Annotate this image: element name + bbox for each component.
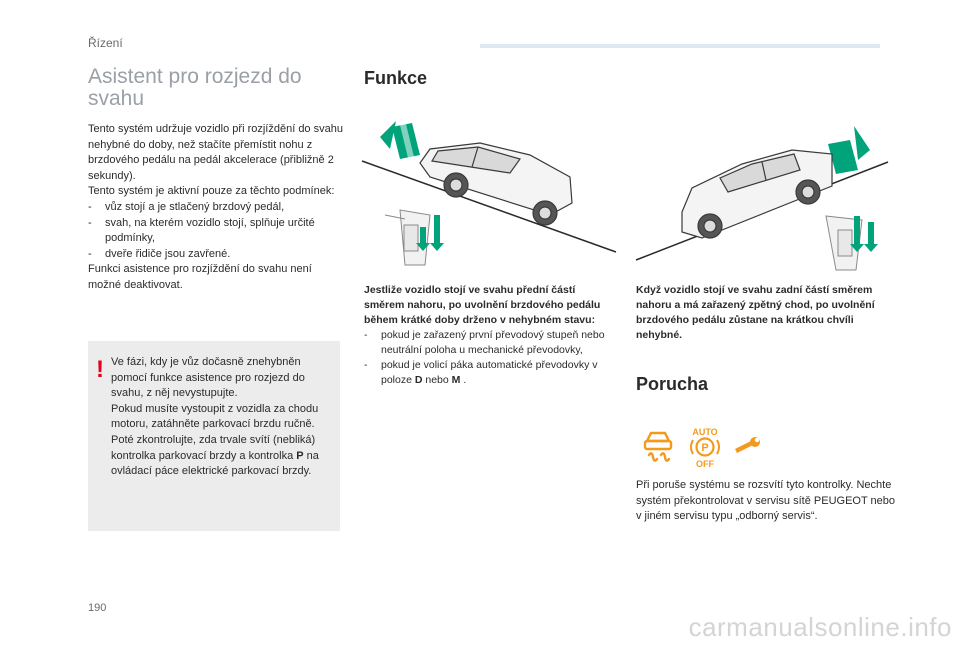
warning-text	[111, 355, 339, 480]
warning-paragraph: Ve fázi, kdy je vůz dočasně znehybněn pomocí funkce asistence pro rozjezd do svahu, z něj nevystupujte.	[111, 356, 305, 400]
caption-list	[364, 328, 614, 388]
page-number: 190	[88, 602, 107, 614]
uphill-front-illustration	[360, 115, 620, 280]
caption-front-uphill	[364, 283, 614, 388]
car-icon	[420, 143, 572, 225]
list-item: - svah, na kterém vozidlo stojí, splňuje určité podmínky,	[88, 216, 343, 247]
fault-text	[636, 478, 896, 525]
svg-text:AUTO: AUTO	[692, 427, 718, 437]
slope-arrow-icon	[828, 126, 870, 174]
caption-rear-uphill	[636, 283, 896, 343]
intro-paragraph: Funkci asistence pro rozjíždění do svahu není možné deaktivovat.	[88, 263, 312, 291]
caption-heading: Když vozidlo stojí ve svahu zadní částí směrem nahoru a má zařazený zpětný chod, po uvolnění brzdového pedálu zůstane na krátkou chvíli nehybné.	[636, 284, 875, 341]
list-item: - dveře řidiče jsou zavřené.	[88, 247, 343, 263]
list-item: - vůz stojí a je stlačený brzdový pedál,	[88, 200, 343, 216]
conditions-list	[88, 200, 343, 262]
warning-paragraph: Pokud musíte vystoupit z vozidla za chodu motoru, zatáhněte parkovací brzdu ručně. Poté zkontrolujte, zda trvale svítí (nebliká) kontrolka parkovací brzdy a kontrolka P na ovládací páce elektrické parkovací brzdy.	[111, 402, 319, 478]
page-title: Asistent pro rozjezd do svahu	[88, 65, 302, 110]
list-item: - pokud je volicí páka automatické převodovky v poloze D nebo M .	[364, 358, 614, 388]
watermark: carmanualsonline.info	[688, 612, 952, 642]
header-bar	[480, 44, 880, 48]
warning-lamps	[643, 425, 763, 469]
section-label: Řízení	[88, 36, 123, 50]
svg-text:P: P	[701, 442, 709, 454]
svg-text:OFF: OFF	[696, 459, 714, 469]
uphill-rear-illustration	[632, 120, 892, 280]
intro-paragraph: Tento systém udržuje vozidlo při rozjíždění do svahu nehybné do doby, než stačíte přemístit nohu z brzdového pedálu na pedál akcelerace (přibližně 2 sekundy).	[88, 123, 343, 182]
skid-warning-icon	[645, 433, 671, 461]
intro-paragraph: Tento systém je aktivní pouze za těchto podmínek:	[88, 185, 335, 198]
caption-heading: Jestliže vozidlo stojí ve svahu přední částí směrem nahoru, po uvolnění brzdového pedálu během krátké doby drženo v nehybném stavu:	[364, 284, 601, 326]
porucha-heading: Porucha	[636, 374, 709, 394]
funkce-heading: Funkce	[364, 68, 428, 88]
fault-paragraph: Při poruše systému se rozsvítí tyto kontrolky. Nechte systém překontrolovat v servisu sítě PEUGEOT nebo v jiném servisu typu „odborný servis“.	[636, 479, 896, 523]
intro-text	[88, 122, 343, 294]
car-icon	[682, 150, 832, 238]
list-item: - pokud je zařazený první převodový stupeň nebo neutrální poloha u mechanické převodovky,	[364, 328, 614, 358]
auto-p-off-icon	[691, 427, 719, 469]
wrench-icon	[735, 437, 760, 453]
exclamation-icon: !	[96, 356, 104, 383]
slope-arrow-icon	[380, 121, 420, 159]
